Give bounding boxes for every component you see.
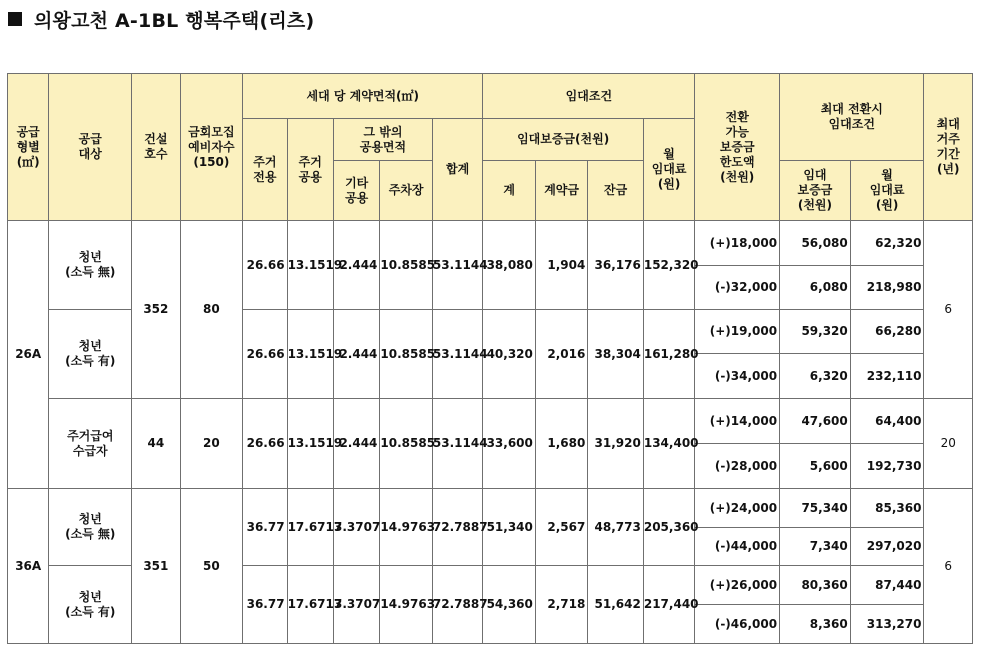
cell-max-rent: 232,110	[850, 354, 924, 399]
cell-exclusive: 26.66	[243, 221, 287, 310]
cell-convert-limit: (-)44,000	[695, 528, 780, 566]
cell-parking: 14.9763	[380, 566, 432, 644]
cell-convert-limit: (-)28,000	[695, 444, 780, 489]
cell-units: 351	[132, 489, 180, 644]
cell-balance: 48,773	[588, 489, 644, 566]
cell-convert-limit: (-)32,000	[695, 266, 780, 310]
cell-max-rent: 313,270	[850, 605, 924, 644]
header-type: 공급 형별 (㎡)	[8, 74, 49, 221]
cell-exclusive: 26.66	[243, 310, 287, 399]
header-area-group: 세대 당 계약면적(㎡)	[243, 74, 483, 119]
cell-other: 2.444	[333, 399, 379, 489]
cell-max-period: 6	[924, 489, 973, 644]
lease-conditions-table	[7, 73, 973, 644]
cell-rent: 205,360	[643, 489, 694, 566]
header-lease-group: 임대조건	[483, 74, 695, 119]
cell-exclusive: 36.77	[243, 489, 287, 566]
cell-sum: 72.7887	[432, 489, 483, 566]
cell-max-deposit: 6,320	[780, 354, 851, 399]
table-row	[8, 399, 973, 444]
cell-convert-limit: (+)18,000	[695, 221, 780, 266]
header-max-period: 최대 거주 기간 (년)	[924, 74, 973, 221]
cell-convert-limit: (+)24,000	[695, 489, 780, 528]
table-body	[8, 221, 973, 644]
cell-contract: 1,680	[535, 399, 587, 489]
cell-exclusive: 36.77	[243, 566, 287, 644]
header-other-shared-group: 그 밖의 공용면적	[333, 119, 432, 161]
header-target: 공급 대상	[49, 74, 132, 221]
header-rent: 월 임대료 (원)	[643, 119, 694, 221]
cell-deposit: 51,340	[483, 489, 535, 566]
cell-convert-limit: (+)19,000	[695, 310, 780, 354]
header-parking: 주차장	[380, 161, 432, 221]
cell-max-rent: 85,360	[850, 489, 924, 528]
header-max-rent: 월 임대료 (원)	[850, 161, 924, 221]
cell-max-deposit: 6,080	[780, 266, 851, 310]
cell-convert-limit: (+)26,000	[695, 566, 780, 605]
cell-convert-limit: (-)46,000	[695, 605, 780, 644]
cell-rent: 217,440	[643, 566, 694, 644]
cell-max-rent: 62,320	[850, 221, 924, 266]
cell-shared: 13.1519	[287, 399, 333, 489]
cell-parking: 10.8585	[380, 399, 432, 489]
cell-max-rent: 64,400	[850, 399, 924, 444]
header-units: 건설 호수	[132, 74, 180, 221]
cell-convert-limit: (-)34,000	[695, 354, 780, 399]
cell-reserve: 50	[180, 489, 243, 644]
cell-parking: 10.8585	[380, 310, 432, 399]
cell-shared: 13.1519	[287, 310, 333, 399]
cell-balance: 38,304	[588, 310, 644, 399]
header-deposit-total: 계	[483, 161, 535, 221]
cell-deposit: 40,320	[483, 310, 535, 399]
table-row	[8, 489, 973, 528]
cell-max-deposit: 75,340	[780, 489, 851, 528]
cell-max-deposit: 8,360	[780, 605, 851, 644]
cell-deposit: 38,080	[483, 221, 535, 310]
cell-max-deposit: 80,360	[780, 566, 851, 605]
header-max-convert-group: 최대 전환시 임대조건	[780, 74, 924, 161]
cell-target: 청년 (소득 有)	[49, 566, 132, 644]
cell-max-deposit: 47,600	[780, 399, 851, 444]
header-shared: 주거 공용	[287, 119, 333, 221]
cell-reserve: 20	[180, 399, 243, 489]
cell-max-rent: 66,280	[850, 310, 924, 354]
cell-max-period: 6	[924, 221, 973, 399]
cell-max-rent: 87,440	[850, 566, 924, 605]
cell-balance: 31,920	[588, 399, 644, 489]
cell-contract: 1,904	[535, 221, 587, 310]
page-title	[8, 4, 314, 34]
cell-deposit: 54,360	[483, 566, 535, 644]
page-title-text: 의왕고천 A-1BL 행복주택(리츠)	[34, 9, 315, 32]
cell-target: 주거급여 수급자	[49, 399, 132, 489]
cell-sum: 53.1144	[432, 399, 483, 489]
header-convert-limit: 전환 가능 보증금 한도액 (천원)	[695, 74, 780, 221]
square-bullet-icon	[8, 12, 22, 26]
cell-max-rent: 297,020	[850, 528, 924, 566]
header-max-deposit: 임대 보증금 (천원)	[780, 161, 851, 221]
cell-type: 26A	[8, 221, 49, 489]
header-balance: 잔금	[588, 161, 644, 221]
cell-rent: 161,280	[643, 310, 694, 399]
cell-shared: 13.1519	[287, 221, 333, 310]
cell-contract: 2,718	[535, 566, 587, 644]
cell-other: 3.3707	[333, 489, 379, 566]
cell-reserve: 80	[180, 221, 243, 399]
header-sum: 합계	[432, 119, 483, 221]
cell-sum: 72.7887	[432, 566, 483, 644]
cell-max-deposit: 56,080	[780, 221, 851, 266]
cell-max-period: 20	[924, 399, 973, 489]
table-row	[8, 221, 973, 266]
cell-rent: 134,400	[643, 399, 694, 489]
cell-type: 36A	[8, 489, 49, 644]
header-other: 기타 공용	[333, 161, 379, 221]
cell-contract: 2,567	[535, 489, 587, 566]
cell-deposit: 33,600	[483, 399, 535, 489]
header-contract: 계약금	[535, 161, 587, 221]
cell-parking: 10.8585	[380, 221, 432, 310]
cell-other: 3.3707	[333, 566, 379, 644]
cell-exclusive: 26.66	[243, 399, 287, 489]
cell-max-deposit: 5,600	[780, 444, 851, 489]
cell-units: 352	[132, 221, 180, 399]
cell-shared: 17.6717	[287, 566, 333, 644]
header-deposit-group: 임대보증금(천원)	[483, 119, 643, 161]
cell-target: 청년 (소득 無)	[49, 221, 132, 310]
cell-parking: 14.9763	[380, 489, 432, 566]
cell-sum: 53.1144	[432, 310, 483, 399]
cell-target: 청년 (소득 無)	[49, 489, 132, 566]
cell-balance: 51,642	[588, 566, 644, 644]
cell-rent: 152,320	[643, 221, 694, 310]
cell-shared: 17.6717	[287, 489, 333, 566]
cell-other: 2.444	[333, 310, 379, 399]
cell-max-rent: 218,980	[850, 266, 924, 310]
cell-units: 44	[132, 399, 180, 489]
cell-balance: 36,176	[588, 221, 644, 310]
cell-contract: 2,016	[535, 310, 587, 399]
header-reserve: 금회모집 예비자수 (150)	[180, 74, 243, 221]
cell-target: 청년 (소득 有)	[49, 310, 132, 399]
cell-sum: 53.1144	[432, 221, 483, 310]
cell-other: 2.444	[333, 221, 379, 310]
cell-max-deposit: 7,340	[780, 528, 851, 566]
cell-max-deposit: 59,320	[780, 310, 851, 354]
cell-max-rent: 192,730	[850, 444, 924, 489]
header-exclusive: 주거 전용	[243, 119, 287, 221]
cell-convert-limit: (+)14,000	[695, 399, 780, 444]
